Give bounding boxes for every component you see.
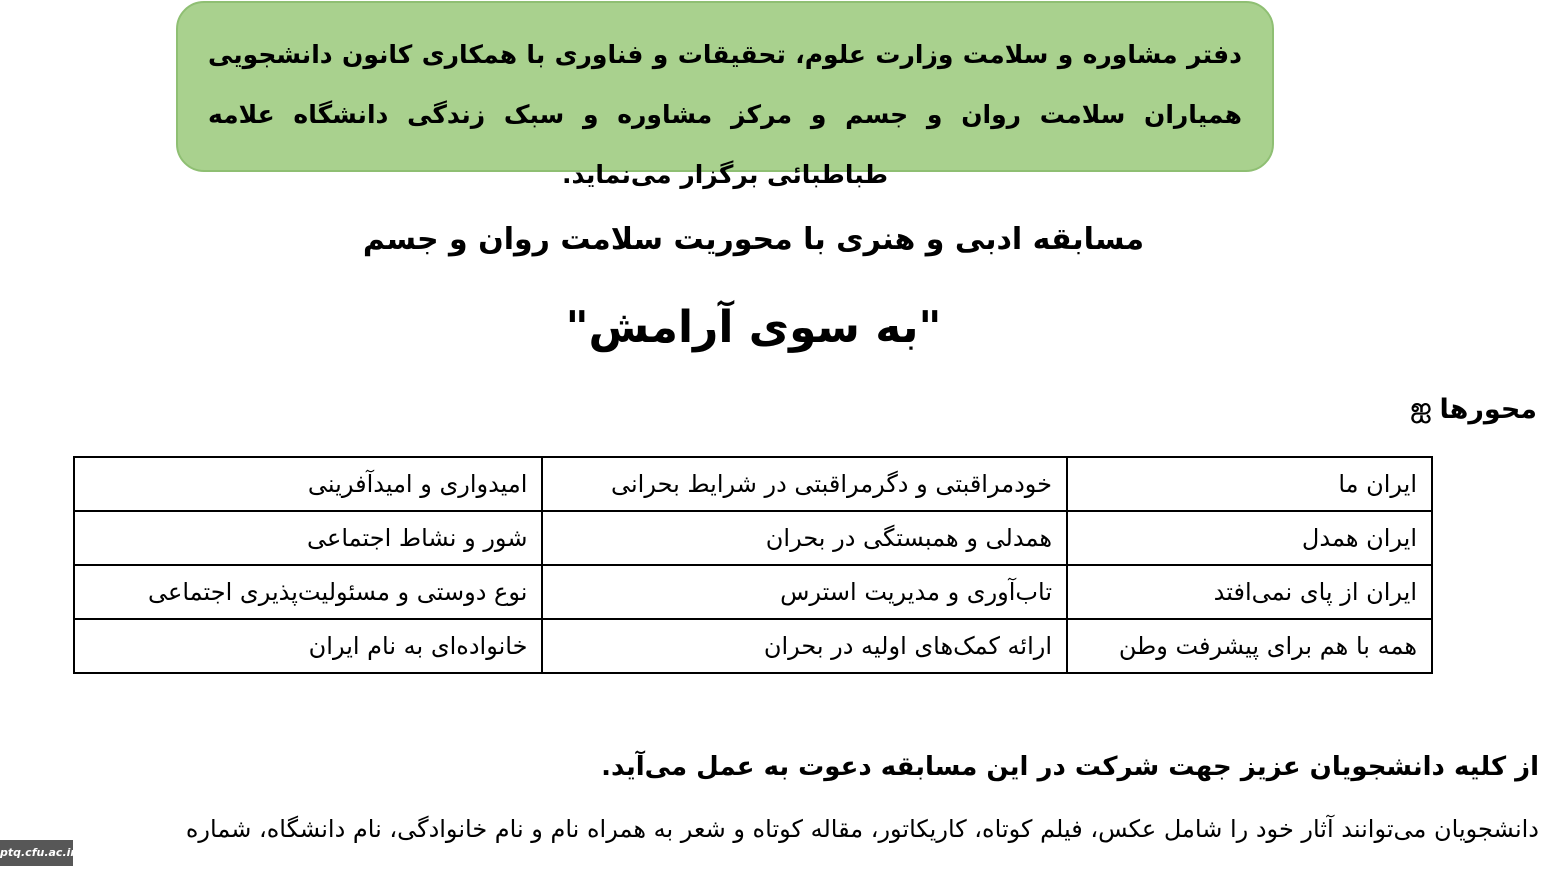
organizer-banner: [176, 1, 1274, 189]
table-cell: همدلی و همبستگی در بحران: [542, 511, 1067, 565]
axes-heading: [1411, 393, 1537, 426]
banner-text: دفتر مشاوره و سلامت وزارت علوم، تحقیقات و فناوری با همکاری کانون دانشجویی همیاران سلامت روان و جسم و مرکز مشاوره و سبک زندگی دانشگاه علامه طباطبائی برگزار می‌نماید.: [208, 40, 1242, 189]
axes-table: [73, 456, 1433, 674]
table-cell: نوع دوستی و مسئولیت‌پذیری اجتماعی: [74, 565, 542, 619]
competition-title: "به سوی آرامش": [565, 302, 942, 353]
table-row: [74, 511, 1432, 565]
table-cell: ارائه کمک‌های اولیه در بحران: [542, 619, 1067, 673]
table-cell: خانواده‌ای به نام ایران: [74, 619, 542, 673]
table-cell: خودمراقبتی و دگرمراقبتی در شرایط بحرانی: [542, 457, 1067, 511]
axes-heading-label: محورها: [1439, 394, 1537, 425]
table-cell: ایران ما: [1067, 457, 1432, 511]
site-watermark: ptq.cfu.ac.ir: [0, 840, 73, 866]
table-row: [74, 619, 1432, 673]
invitation-text: از کلیه دانشجویان عزیز جهت شرکت در این مسابقه دعوت به عمل می‌آید.: [601, 752, 1539, 782]
ornament-bullet-icon: ஐ: [1410, 393, 1432, 423]
table-cell: امیدواری و امیدآفرینی: [74, 457, 542, 511]
table-cell: ایران همدل: [1067, 511, 1432, 565]
table-cell: همه با هم برای پیشرفت وطن: [1067, 619, 1432, 673]
table-row: [74, 565, 1432, 619]
table-row: [74, 457, 1432, 511]
table-cell: تاب‌آوری و مدیریت استرس: [542, 565, 1067, 619]
submission-instructions: دانشجویان می‌توانند آثار خود را شامل عکس، فیلم کوتاه، کاریکاتور، مقاله کوتاه و شعر به همراه نام و نام خانوادگی، نام دانشگاه، شماره: [185, 815, 1539, 843]
competition-subtitle: مسابقه ادبی و هنری با محوریت سلامت روان و جسم: [362, 222, 1145, 257]
table-cell: ایران از پای نمی‌افتد: [1067, 565, 1432, 619]
table-cell: شور و نشاط اجتماعی: [74, 511, 542, 565]
